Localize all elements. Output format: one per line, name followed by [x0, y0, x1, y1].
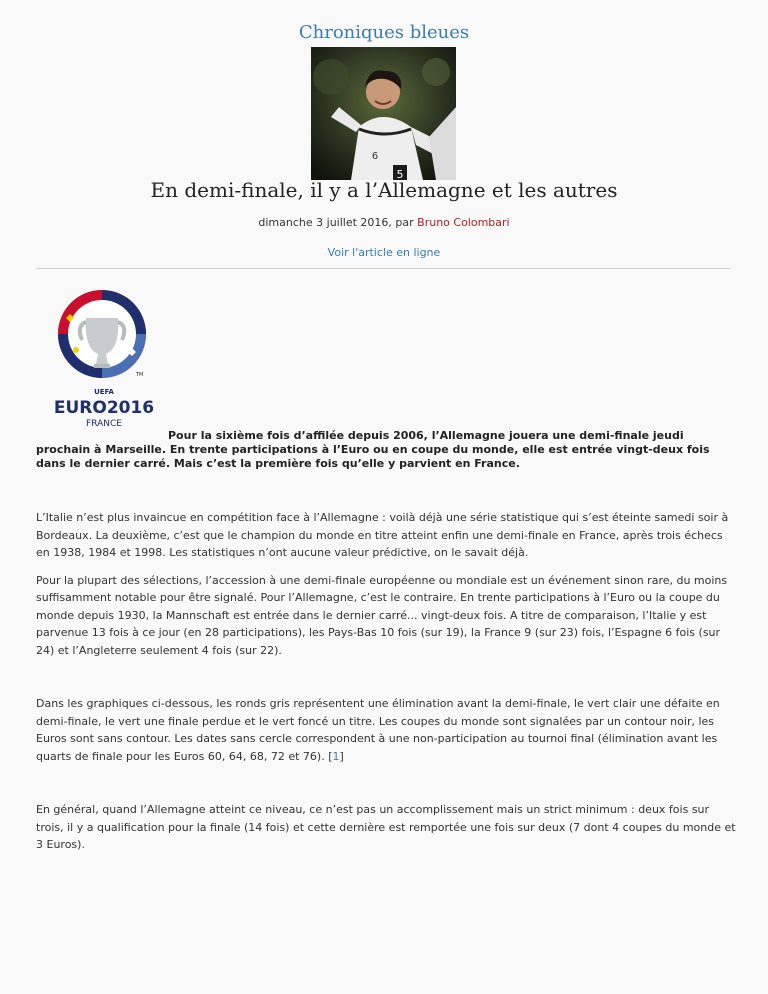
jersey-number: 5: [396, 168, 404, 180]
byline: [0, 216, 768, 229]
footnote-link-1[interactable]: 1: [332, 749, 340, 763]
logo-uefa-text: UEFA: [94, 388, 114, 396]
paragraph-1: L’Italie n’est plus invaincue en compétition face à l’Allemagne : voilà déjà une série statistique qui s’est éteinte samedi soir à Bordeaux. La deuxième, c’est que le champion du monde en titre atteint enfin une demi-finale en France, après trois échecs en 1938, 1984 et 1998. Les statistiques n’ont aucune valeur prédictive, on le savait déjà.: [36, 511, 729, 559]
paragraph-4: En général, quand l’Allemagne atteint ce niveau, ce n’est pas un accomplissement mais un strict minimum : deux fois sur trois, il y a qualification pour la finale (14 fois) et cette dernière est remportée une fois sur deux (7 dont 4 coupes du monde et 3 Euros).: [36, 803, 736, 851]
logo-euro-wordmark: EURO2016: [53, 398, 155, 418]
svg-text:6: 6: [371, 151, 379, 162]
site-name-link[interactable]: Chroniques bleues: [298, 22, 470, 43]
svg-text:TM: TM: [136, 372, 144, 378]
paragraph-3: Dans les graphiques ci-dessous, les ronds gris représentent une élimination avant la demi-finale, le vert clair une défaite en demi-finale, le vert une finale perdue et le vert foncé un titre. Les coupes du monde sont signalées par un contour noir, les Euros sont sans contour. Les dates sans cercle correspondent à une non-participation au tournoi final (élimination avant les quarts de finale pour les Euros 60, 64, 68, 72 et 76). [1]: [36, 697, 720, 763]
article-body: [36, 429, 736, 864]
article-title: En demi-finale, il y a l’Allemagne et les autres: [150, 178, 618, 202]
author-link[interactable]: Bruno Colombari: [417, 216, 510, 229]
euro2016-logo: [40, 288, 170, 433]
paragraph-3-text: Dans les graphiques ci-dessous, les ronds gris représentent une élimination avant la demi-finale, le vert clair une défaite en demi-finale, le vert une finale perdue et le vert foncé un titre. Les coupes du monde sont signalées par un contour noir, les Euros sont sans contour. Les dates sans cercle correspondent à une non-participation au tournoi final (élimination avant les quarts de finale pour les Euros 60, 64, 68, 72 et 76).: [36, 697, 720, 763]
article-date: dimanche 3 juillet 2016: [258, 216, 389, 229]
hero-image: [311, 47, 456, 180]
view-online-link[interactable]: Voir l'article en ligne: [327, 246, 441, 259]
paragraph-2: Pour la plupart des sélections, l’accession à une demi-finale européenne ou mondiale est un événement sinon rare, du moins suffisamment notable pour être signalé. Pour l’Allemagne, c’est le contraire. En trente participations à l’Euro ou la coupe du monde depuis 1930, la Mannschaft est entrée dans le dernier carré... vingt-deux fois. A titre de comparaison, l’Italie y est parvenue 13 fois à ce jour (en 28 participations), les Pays-Bas 10 fois (sur 19), la France 9 (sur 23) fois, l’Espagne 6 fois (sur 24) et l’Angleterre seulement 4 fois (sur 22).: [36, 573, 728, 657]
byline-prefix: , par: [388, 216, 418, 229]
logo-country: FRANCE: [86, 419, 122, 429]
article-lead: Pour la sixième fois d’affilée depuis 2006, l’Allemagne jouera une demi-finale jeudi prochain à Marseille. En trente participations à l’Euro ou en coupe du monde, elle est entrée vingt-deux fois dans le dernier carré. Mais c’est la première fois qu’elle y parvient en France.: [36, 429, 710, 470]
divider: [36, 268, 731, 269]
